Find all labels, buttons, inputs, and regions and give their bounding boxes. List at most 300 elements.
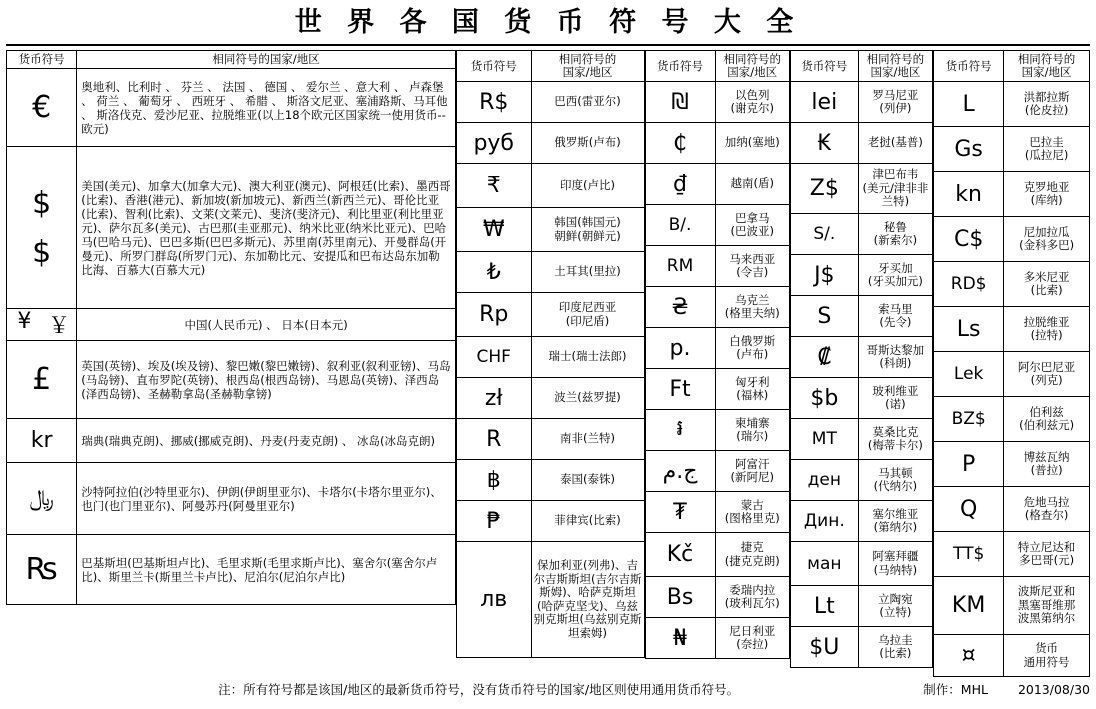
header-countries-4-line1: 相同符号的: [866, 52, 925, 66]
header-symbol-3: 货币符号: [645, 51, 715, 82]
desc-pula-line1: 博兹瓦纳: [1023, 449, 1070, 464]
desc-km-line1: 波斯尼亚和: [1017, 584, 1076, 599]
table-row: [456, 252, 644, 293]
symbol-cell-quetzal: Q: [934, 487, 1004, 532]
table-row: [645, 164, 789, 205]
table-row: [7, 309, 456, 341]
symbol-cell-lats: Ls: [934, 307, 1004, 352]
table-row: [645, 205, 789, 246]
desc-cell-riel: [715, 410, 789, 451]
desc-ringgit-line1: 马来西亚: [729, 251, 776, 266]
group-4: [790, 50, 933, 668]
desc-cell-tt-dollar: [1004, 532, 1090, 577]
table-row: [934, 307, 1090, 352]
symbol-cell-sol: S/.: [790, 214, 858, 255]
table-row: [790, 460, 932, 501]
desc-serbian-line1: 塞尔维亚: [872, 506, 919, 521]
desc-guarani-line2: (瓜拉尼): [1024, 148, 1069, 162]
header-countries-1: 相同符号的国家/地区: [77, 51, 456, 69]
desc-cell-dong: 越南(盾): [715, 164, 789, 205]
table-row: [645, 577, 789, 618]
desc-cell-zim-dollar: [858, 164, 932, 214]
symbol-cell-manat: ман: [790, 542, 858, 586]
symbol-cell-euro: €: [7, 69, 77, 147]
desc-cell-cedi: 加纳(塞地): [715, 123, 789, 164]
desc-metical-line1: 莫桑比克: [872, 424, 919, 439]
symbol-cell-belarus-ruble: р.: [645, 328, 715, 369]
symbol-cell-cedi: ₵: [645, 123, 715, 164]
desc-quetzal-line1: 危地马拉: [1023, 494, 1070, 509]
table-row: [645, 451, 789, 492]
desc-tugrik-line1: 蒙古: [740, 497, 764, 512]
desc-cell-peso-php: 菲律宾(比索): [531, 501, 644, 542]
desc-won-line2: 朝鲜(朝鲜元): [554, 228, 621, 243]
desc-cell-quetzal: [1004, 487, 1090, 532]
desc-cell-bolivar: [715, 577, 789, 618]
table-row: [456, 337, 644, 378]
table-row: [790, 542, 932, 586]
desc-tt-line1: 特立尼达和: [1017, 539, 1076, 554]
table-row: [934, 487, 1090, 532]
desc-zim-line1: 津巴布韦: [872, 167, 919, 182]
desc-quetzal-line2: (格查尔): [1024, 508, 1069, 522]
table-row: [790, 255, 932, 296]
table-row: [456, 501, 644, 542]
table-row: [790, 419, 932, 460]
symbol-cell-lira: ₺: [456, 252, 531, 293]
table-row: [934, 442, 1090, 487]
table-row: [7, 69, 456, 147]
desc-dominican-line2: (比索): [1030, 283, 1063, 297]
table-row: [790, 214, 932, 255]
table-row: [934, 352, 1090, 397]
table-row: [934, 82, 1090, 127]
desc-cell-somali-shilling: [858, 296, 932, 337]
desc-cell-pula: [1004, 442, 1090, 487]
symbol-cell-boliviano: $b: [790, 378, 858, 419]
symbol-cell-lempira: L: [934, 82, 1004, 127]
header-countries-4-line2: 国家/地区: [870, 65, 921, 79]
desc-generic-line2: 通用符号: [1023, 654, 1070, 669]
header-countries-2-line2: 国家/地区: [562, 65, 613, 79]
table-row: [7, 463, 456, 535]
desc-manat-line2: (马纳特): [873, 562, 918, 577]
table-row: [7, 147, 456, 309]
symbol-cell-serbian-dinar: Дин.: [790, 501, 858, 542]
desc-cordoba-line2: (金科多巴): [1019, 238, 1075, 252]
desc-cell-lek: [1004, 352, 1090, 397]
desc-naira-line2: (奈拉): [736, 637, 769, 651]
table-row: [456, 460, 644, 501]
desc-somali-line1: 索马里: [878, 301, 913, 316]
desc-kuna-line1: 克罗地亚: [1023, 179, 1070, 194]
desc-pula-line2: (普拉): [1030, 463, 1063, 477]
symbol-cell-kip: ₭: [790, 123, 858, 164]
group-2: [456, 50, 645, 658]
table-row: [645, 82, 789, 123]
header-symbol-2: 货币符号: [456, 51, 531, 82]
desc-riel-line1: 柬埔寨: [734, 415, 770, 430]
desc-uruguay-line2: (比索): [879, 646, 912, 660]
table-row: [645, 533, 789, 577]
desc-cell-ruble: 俄罗斯(卢布): [531, 123, 644, 164]
symbol-cell-kuna: kn: [934, 172, 1004, 217]
table-row: [645, 618, 789, 659]
table-row: [645, 369, 789, 410]
symbol-cell-pound: £: [7, 341, 77, 419]
desc-cell-balboa: [715, 205, 789, 246]
desc-cell-lats: [1004, 307, 1090, 352]
symbol-cell-afghani: ج.م: [645, 451, 715, 492]
symbol-grid: [6, 50, 1090, 677]
symbol-dollar-1: $: [32, 185, 52, 221]
group-1: [6, 50, 456, 605]
table-row: [934, 577, 1090, 635]
desc-belarus-line1: 白俄罗斯: [729, 333, 776, 348]
symbol-cell-krona: kr: [7, 419, 77, 463]
table-row: [456, 123, 644, 164]
symbol-cell-zloty: zł: [456, 378, 531, 419]
header-countries-5-line2: 国家/地区: [1021, 65, 1072, 79]
symbol-cell-generic-currency: ¤: [934, 635, 1004, 677]
table-row: [645, 287, 789, 328]
header-countries-5: [1004, 51, 1090, 82]
desc-litas-line1: 立陶宛: [878, 591, 913, 606]
symbol-cell-real: R$: [456, 82, 531, 123]
symbol-cell-peso-php: ₱: [456, 501, 531, 542]
page-title: 世 界 各 国 货 币 符 号 大 全: [294, 7, 802, 38]
symbol-cell-forint: Ft: [645, 369, 715, 410]
symbol-cell-belize-dollar: BZ$: [934, 397, 1004, 442]
desc-belize-line2: (伯利兹元): [1019, 418, 1075, 432]
desc-shekel-line1: 以色列: [734, 87, 770, 102]
symbol-yen-2: ￥: [47, 314, 70, 339]
desc-serbian-line2: (第纳尔): [873, 520, 918, 534]
table-row: [790, 82, 932, 123]
symbol-cell-ringgit: RM: [645, 246, 715, 287]
desc-cell-kuna: [1004, 172, 1090, 217]
desc-cell-indian-rupee: 印度(卢比): [531, 164, 644, 208]
symbol-cell-koruna: Kč: [645, 533, 715, 577]
desc-cell-rupee: 巴基斯坦(巴基斯坦卢比)、毛里求斯(毛里求斯卢比)、塞舍尔(塞舍尔卢比)、斯里兰卡(斯里兰卡卢比)、尼泊尔(尼泊尔卢比): [77, 535, 456, 605]
desc-cell-metical: [858, 419, 932, 460]
symbol-cell-bolivar: Bs: [645, 577, 715, 618]
desc-cell-boliviano: [858, 378, 932, 419]
desc-cell-dollar: 美国(美元)、加拿大(加拿大元)、澳大利亚(澳元)、阿根廷(比索)、墨西哥(比索)、香港(港元)、新加坡(新加坡元)、新西兰(新西兰元)、哥伦比亚(比索)、智利(比索)、文莱(文莱元)、斐济(斐济元)、利比里亚(利比里亚元)、萨尔瓦多(美元)、古巴那(圭亚那元)、纳米比亚(纳米比亚元)、巴哈马(巴哈马元)、巴巴多斯(巴巴多斯元)、苏里南(苏里南元)、开曼群岛(开曼元)、所罗门群岛(所罗门元)、东加勒比元、安提瓜和巴布达岛东加勒比海、百慕大(百慕大元): [77, 147, 456, 309]
header-countries-3-line1: 相同符号的: [723, 52, 781, 66]
desc-cell-belarus-ruble: [715, 328, 789, 369]
symbol-cell-lek: Lek: [934, 352, 1004, 397]
symbol-cell-zim-dollar: Z$: [790, 164, 858, 214]
desc-bolivar-line1: 委瑞内拉: [729, 582, 776, 597]
desc-lek-line2: (列克): [1030, 373, 1063, 387]
desc-tugrik-line2: (图格里克): [724, 511, 780, 525]
table-row: [645, 410, 789, 451]
desc-cell-franc: 瑞士(瑞士法郎): [531, 337, 644, 378]
desc-cell-won: [531, 208, 644, 252]
desc-lats-line1: 拉脱维亚: [1023, 314, 1070, 329]
table-row: [790, 296, 932, 337]
desc-lek-line1: 阿尔巴尼亚: [1017, 359, 1076, 374]
symbol-cell-rupiah: Rp: [456, 293, 531, 337]
desc-colon-line2: (科朗): [879, 356, 912, 370]
title-divider: [6, 44, 1090, 46]
desc-km-line2: 黑塞哥维那: [1017, 597, 1076, 612]
symbol-cell-yen: [7, 309, 77, 341]
desc-cell-colon: [858, 337, 932, 378]
desc-rupiah-line1: 印度尼西亚: [558, 300, 617, 314]
table-row: [7, 341, 456, 419]
grid-wrapper-row: [6, 50, 1090, 677]
symbol-cell-lev: лв: [456, 542, 531, 658]
header-row-1: [7, 51, 456, 69]
desc-somali-line2: (先令): [879, 315, 912, 329]
symbol-cell-rand: R: [456, 419, 531, 460]
table-row: [456, 82, 644, 123]
desc-koruna-line2: (捷克克朗): [724, 553, 780, 568]
header-row-3: [645, 51, 789, 82]
footer-note: 注：所有符号都是该国/地区的最新货币符号，没有货币符号的国家/地区则使用通用货币符号。: [218, 682, 740, 697]
desc-jamaica-line2: (牙买加元): [867, 274, 923, 288]
desc-manat-line1: 阿塞拜疆: [872, 549, 919, 563]
desc-forint-line2: (福林): [736, 388, 769, 402]
symbol-yen-1: ¥: [17, 309, 32, 334]
desc-leu-line2: (列伊): [879, 101, 912, 115]
desc-rupiah-line2: (印尼盾): [565, 313, 610, 328]
desc-cell-krona: 瑞典(瑞典克朗)、挪威(挪威克朗)、丹麦(丹麦克朗) 、 冰岛(冰岛克朗): [77, 419, 456, 463]
desc-cell-lempira: [1004, 82, 1090, 127]
footer: [6, 680, 1090, 698]
desc-hryvnia-line2: (格里夫纳): [724, 306, 780, 320]
symbol-cell-rupee: ₨: [7, 535, 77, 605]
desc-litas-line2: (立特): [879, 605, 912, 619]
symbol-cell-baht: ฿: [456, 460, 531, 501]
symbol-cell-colon: ₡: [790, 337, 858, 378]
desc-afghani-line2: (新阿尼): [730, 470, 774, 484]
desc-uruguay-line1: 乌拉圭: [878, 632, 913, 647]
table-row: [934, 217, 1090, 262]
desc-guarani-line1: 巴拉圭: [1029, 134, 1064, 149]
desc-km-line3: 波黑第纳尔: [1017, 611, 1076, 626]
symbol-cell-tt-dollar: TT$: [934, 532, 1004, 577]
footer-date: 2013/08/30: [1017, 681, 1090, 697]
symbol-cell-dong: ₫: [645, 164, 715, 205]
desc-cell-guarani: [1004, 127, 1090, 172]
table-row: [790, 501, 932, 542]
table-row: [7, 419, 456, 463]
desc-ringgit-line2: (令吉): [736, 265, 769, 279]
desc-zim-line2: (美元/津非非: [862, 180, 929, 195]
table-row: [456, 208, 644, 252]
desc-denar-line1: 马其顿: [878, 465, 913, 480]
desc-naira-line1: 尼日利亚: [729, 623, 776, 638]
desc-shekel-line2: (谢克尔): [730, 101, 774, 115]
symbol-cell-ruble: руб: [456, 123, 531, 164]
desc-cell-zloty: 波兰(兹罗提): [531, 378, 644, 419]
desc-jamaica-line1: 牙买加: [878, 260, 913, 275]
desc-cell-leu: [858, 82, 932, 123]
table-row: [456, 419, 644, 460]
table-row: [934, 262, 1090, 307]
symbol-cell-shekel: ₪: [645, 82, 715, 123]
desc-cell-rupiah: [531, 293, 644, 337]
table-row: [934, 172, 1090, 217]
desc-cell-pound: 英国(英镑)、埃及(埃及镑)、黎巴嫩(黎巴嫩镑)、叙利亚(叙利亚镑)、马岛(马岛镑)、直布罗陀(英镑)、根西岛(根西岛镑)、马恩岛(英镑)、泽西岛(泽西岛镑)、圣赫勒拿岛(圣赫勒拿镑): [77, 341, 456, 419]
header-symbol-5: 货币符号: [934, 51, 1004, 82]
desc-riel-line2: (瑞尔): [736, 429, 769, 443]
header-symbol-1: 货币符号: [7, 51, 77, 69]
desc-cell-serbian-dinar: [858, 501, 932, 542]
table-row: [934, 397, 1090, 442]
desc-cell-baht: 泰国(泰铢): [531, 460, 644, 501]
desc-lempira-line2: (伦皮拉): [1024, 103, 1069, 117]
desc-cell-convertible-mark: [1004, 577, 1090, 635]
desc-cell-forint: [715, 369, 789, 410]
symbol-cell-naira: ₦: [645, 618, 715, 659]
desc-cell-sol: [858, 214, 932, 255]
desc-cell-lira: 土耳其(里拉): [531, 252, 644, 293]
desc-koruna-line1: 捷克: [740, 540, 764, 554]
header-row-4: [790, 51, 932, 82]
table-row: [645, 492, 789, 533]
footer-maker: 制作：MHL: [923, 682, 988, 697]
desc-belarus-line2: (卢布): [736, 347, 769, 361]
symbol-cell-metical: MT: [790, 419, 858, 460]
header-countries-3: [715, 51, 789, 82]
table-row: [790, 123, 932, 164]
table-row: [456, 542, 644, 658]
header-countries-2-line1: 相同符号的: [558, 52, 617, 66]
group-3: [645, 50, 790, 659]
desc-cell-dominican-peso: [1004, 262, 1090, 307]
desc-cell-manat: [858, 542, 932, 586]
table-row: [790, 337, 932, 378]
table-row: [790, 586, 932, 627]
desc-zim-line3: 兰特): [881, 194, 910, 209]
symbol-cell-balboa: B/.: [645, 205, 715, 246]
symbol-cell-riel: ៛: [645, 410, 715, 451]
symbol-dollar-2: $: [32, 234, 52, 270]
table-row: [934, 532, 1090, 577]
symbol-cell-guarani: Gs: [934, 127, 1004, 172]
table-row: [456, 164, 644, 208]
desc-cell-cordoba: [1004, 217, 1090, 262]
desc-cell-jamaica-dollar: [858, 255, 932, 296]
header-countries-3-line2: 国家/地区: [727, 65, 778, 79]
desc-generic-line1: 货币: [1035, 641, 1059, 655]
desc-balboa-line1: 巴拿马: [734, 210, 770, 225]
header-countries-2: [531, 51, 644, 82]
desc-won-line1: 韩国(韩国元): [554, 215, 621, 229]
desc-forint-line1: 匈牙利: [734, 374, 770, 389]
desc-lats-line2: (拉特): [1030, 328, 1063, 342]
symbol-cell-dollar: [7, 147, 77, 309]
table-row: [790, 164, 932, 214]
table-row: [645, 246, 789, 287]
table-row: [645, 123, 789, 164]
desc-cell-generic-currency: [1004, 635, 1090, 677]
symbol-cell-jamaica-dollar: J$: [790, 255, 858, 296]
desc-denar-line2: (代纳尔): [873, 479, 918, 493]
desc-boliviano-line2: (诺): [885, 397, 906, 411]
desc-boliviano-line1: 玻利维亚: [872, 383, 919, 398]
symbol-cell-pula: P: [934, 442, 1004, 487]
desc-cell-belize-dollar: [1004, 397, 1090, 442]
table-row: [790, 378, 932, 419]
table-row: [456, 293, 644, 337]
symbol-cell-won: ₩: [456, 208, 531, 252]
table-row: [456, 378, 644, 419]
table-row: [7, 535, 456, 605]
symbol-cell-leu: lei: [790, 82, 858, 123]
desc-cordoba-line1: 尼加拉瓜: [1023, 224, 1070, 239]
desc-cell-rand: 南非(兰特): [531, 419, 644, 460]
symbol-cell-cordoba: C$: [934, 217, 1004, 262]
desc-cell-rial: 沙特阿拉伯(沙特里亚尔)、伊朗(伊朗里亚尔)、卡塔尔(卡塔尔里亚尔)、也门(也门里亚尔)、阿曼苏丹(阿曼里亚尔): [77, 463, 456, 535]
symbol-cell-uruguay-peso: $U: [790, 627, 858, 668]
desc-metical-line2: (梅蒂卡尔): [867, 438, 923, 452]
symbol-cell-indian-rupee: ₹: [456, 164, 531, 208]
symbol-cell-litas: Lt: [790, 586, 858, 627]
desc-cell-uruguay-peso: [858, 627, 932, 668]
header-countries-4: [858, 51, 932, 82]
desc-leu-line1: 罗马尼亚: [872, 87, 919, 102]
desc-cell-ringgit: [715, 246, 789, 287]
table-row: [934, 127, 1090, 172]
desc-lempira-line1: 洪都拉斯: [1023, 89, 1070, 104]
desc-cell-shekel: [715, 82, 789, 123]
table-row: [645, 328, 789, 369]
desc-tt-line2: 多巴哥(元): [1019, 553, 1075, 567]
desc-cell-yen: 中国(人民币元) 、 日本(日本元): [77, 309, 456, 341]
symbol-cell-hryvnia: ₴: [645, 287, 715, 328]
symbol-cell-tugrik: ₮: [645, 492, 715, 533]
desc-cell-litas: [858, 586, 932, 627]
desc-cell-lev: 保加利亚(列弗)、吉尔吉斯斯坦(吉尔吉斯斯姆)、哈萨克斯坦(哈萨克坚戈)、乌兹别克斯坦(乌兹别克斯坦索姆): [531, 542, 644, 658]
desc-cell-tugrik: [715, 492, 789, 533]
desc-cell-naira: [715, 618, 789, 659]
symbol-cell-franc: CHF: [456, 337, 531, 378]
symbol-cell-somali-shilling: S: [790, 296, 858, 337]
desc-cell-real: 巴西(雷亚尔): [531, 82, 644, 123]
symbol-cell-convertible-mark: KM: [934, 577, 1004, 635]
symbol-cell-denar: ден: [790, 460, 858, 501]
symbol-cell-rial: ﷼: [7, 463, 77, 535]
header-countries-5-line1: 相同符号的: [1017, 52, 1076, 66]
desc-belize-line1: 伯利兹: [1029, 404, 1064, 419]
desc-cell-kip: 老挝(基普): [858, 123, 932, 164]
desc-sol-line1: 秘鲁: [883, 219, 907, 234]
desc-cell-hryvnia: [715, 287, 789, 328]
group-5: [933, 50, 1090, 677]
desc-colon-line1: 哥斯达黎加: [866, 342, 925, 357]
desc-cell-koruna: [715, 533, 789, 577]
desc-hryvnia-line1: 乌克兰: [734, 292, 770, 307]
desc-kuna-line2: (库纳): [1030, 193, 1063, 207]
desc-afghani-line1: 阿富汗: [734, 456, 770, 471]
desc-bolivar-line2: (玻利瓦尔): [724, 596, 780, 610]
header-row-2: [456, 51, 644, 82]
desc-cell-denar: [858, 460, 932, 501]
desc-dominican-line1: 多米尼亚: [1023, 269, 1070, 284]
header-row-5: [934, 51, 1090, 82]
table-row: [934, 635, 1090, 677]
table-row: [790, 627, 932, 668]
header-symbol-4: 货币符号: [790, 51, 858, 82]
symbol-cell-dominican-peso: RD$: [934, 262, 1004, 307]
desc-cell-afghani: [715, 451, 789, 492]
desc-cell-euro: 奥地利、比利时 、 芬兰 、 法国 、 德国 、 爱尔兰 、意大利 、 卢森堡 、 荷兰 、 葡萄牙 、 西班牙 、 希腊 、 斯洛文尼亚、塞浦路斯、马耳他 、 斯洛伐克、爱沙尼亚、拉脱维亚(以上18个欧元区国家统一使用货币--欧元): [77, 69, 456, 147]
